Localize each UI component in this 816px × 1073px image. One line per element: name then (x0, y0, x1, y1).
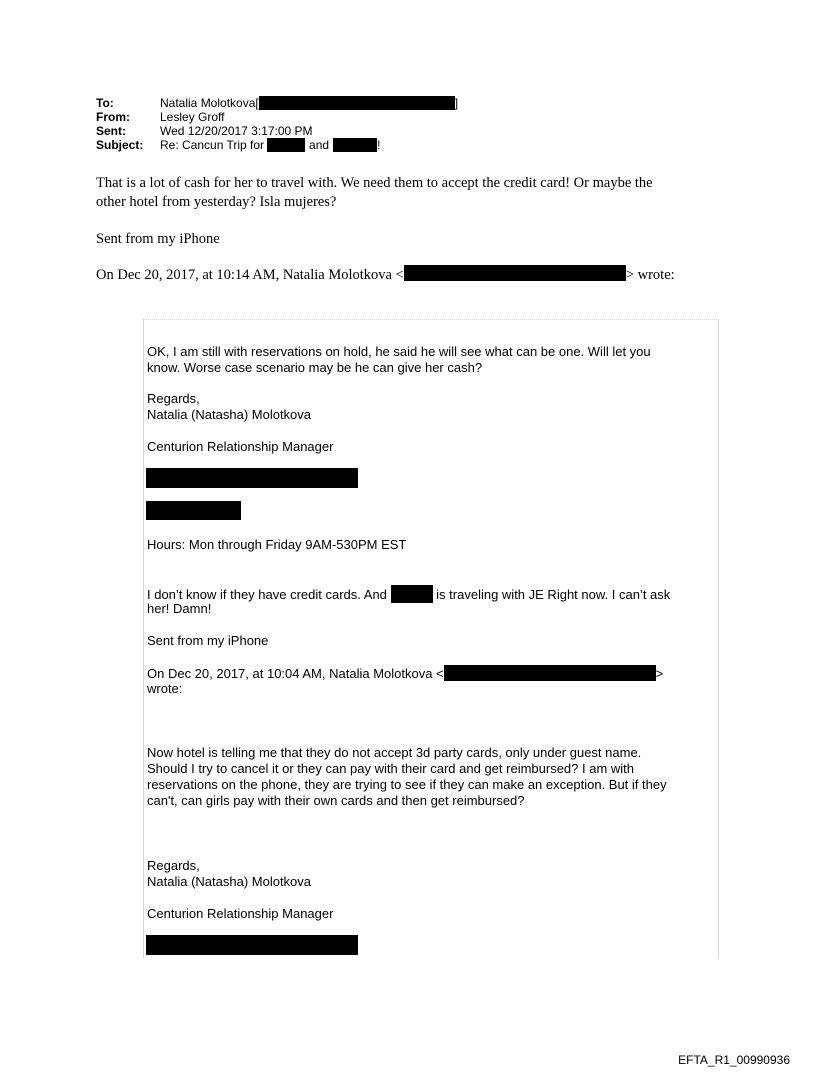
redacted-email (444, 665, 656, 681)
quoted-line: OK, I am still with reservations on hold, he said he will see what can be one. Will let you (147, 344, 651, 359)
to-row (96, 96, 458, 110)
redacted-name (333, 138, 377, 152)
redacted-email (404, 265, 626, 281)
quoted-line: her! Damn! (147, 601, 212, 616)
redacted-block (146, 468, 358, 488)
signature-name: Natalia (Natasha) Molotkova (147, 874, 312, 889)
wrote-line-2: wrote: (147, 681, 183, 696)
subject-and: and (309, 138, 330, 152)
subject-label: Subject: (96, 138, 144, 152)
regards: Regards, (147, 858, 200, 873)
sent-row (96, 124, 458, 138)
sent-from-line: Sent from my iPhone (96, 231, 220, 247)
wrote-prefix: On Dec 20, 2017, at 10:14 AM, Natalia Molotkova < (96, 267, 404, 283)
from-value: Lesley Groff (160, 110, 225, 124)
quoted-line: reservations on the phone, they are trying to see if they can make an exception. But if they (147, 777, 667, 792)
body-line: That is a lot of cash for her to travel with. We need them to accept the credit card! Or maybe the (96, 175, 653, 191)
wrote-prefix: On Dec 20, 2017, at 10:04 AM, Natalia Molotkova < (147, 666, 444, 681)
to-close: ] (454, 96, 459, 110)
subject-end: ! (377, 138, 381, 152)
wrote-line (96, 265, 675, 285)
redacted-block (146, 935, 358, 955)
signature-title: Centurion Relationship Manager (147, 439, 334, 454)
quoted-text: is traveling with JE Right now. I can’t ask (436, 587, 671, 602)
signature-name: Natalia (Natasha) Molotkova (147, 407, 312, 422)
body-line: other hotel from yesterday? Isla mujeres? (96, 194, 337, 210)
redacted-block (146, 501, 241, 520)
wrote-line (147, 665, 663, 682)
quoted-line: can't, can girls pay with their own cards and then get reimbursed? (147, 793, 525, 808)
sent-from-line: Sent from my iPhone (147, 633, 269, 648)
wrote-suffix: > wrote: (625, 267, 675, 283)
signature-title: Centurion Relationship Manager (147, 906, 334, 921)
sent-label: Sent: (96, 124, 126, 138)
regards: Regards, (147, 391, 200, 406)
from-label: From: (96, 110, 130, 124)
quoted-text: I don’t know if they have credit cards. And (147, 587, 387, 602)
email-header (96, 96, 458, 152)
subject-prefix: Re: Cancun Trip for (160, 138, 265, 152)
to-label: To: (96, 96, 114, 110)
quoted-line: Should I try to cancel it or they can pay with their card and get reimbursed? I am with (147, 761, 635, 776)
redacted-email (259, 96, 455, 110)
quoted-line: know. Worse case scenario may be he can give her cash? (147, 360, 483, 375)
quoted-line: Now hotel is telling me that they do not accept 3d party cards, only under guest name. (147, 745, 642, 760)
sent-value: Wed 12/20/2017 3:17:00 PM (160, 124, 313, 138)
redacted-name (267, 138, 305, 152)
redacted-name (391, 585, 433, 603)
quoted-line (147, 585, 670, 603)
to-name: Natalia Molotkova[ (160, 96, 259, 110)
wrote-close: > (655, 666, 664, 681)
from-row (96, 110, 458, 124)
subject-row (96, 138, 458, 152)
document-id: EFTA_R1_00990936 (678, 1053, 790, 1067)
hours-line: Hours: Mon through Friday 9AM-530PM EST (147, 537, 407, 552)
